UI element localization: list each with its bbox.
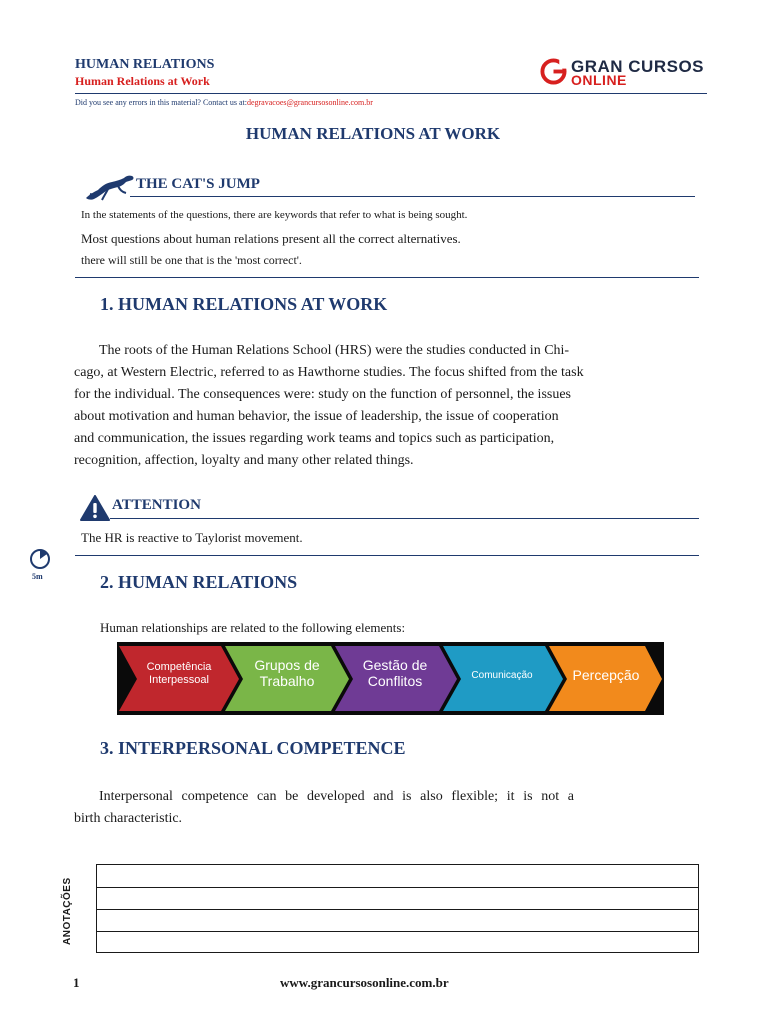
timer-label: 5m [32, 572, 43, 581]
section2-heading: 2. HUMAN RELATIONS [100, 572, 298, 592]
timer-icon [29, 548, 51, 570]
cats-jump-line3: there will still be one that is the 'most correct'. [81, 253, 302, 267]
footer-url-link[interactable]: www.grancursosonline.com.br [280, 975, 449, 990]
paragraph-line: about motivation and human behavior, the issue of leadership, the issue of cooperation [74, 409, 559, 424]
paragraph-line: and communication, the issues regarding work teams and topics such as participation, [74, 431, 555, 446]
notes-line [97, 887, 698, 888]
header-title: HUMAN RELATIONS [75, 57, 215, 72]
gran-cursos-logo [540, 55, 710, 89]
header-subtitle: Human Relations at Work [75, 74, 210, 88]
process-step-5-label: Percepção [572, 667, 640, 683]
notes-box[interactable] [96, 864, 699, 953]
cats-jump-bottom-divider [75, 277, 699, 278]
cats-jump-line1: In the statements of the questions, there are keywords that refer to what is being sought. [81, 209, 468, 221]
section1-heading: 1. HUMAN RELATIONS AT WORK [100, 294, 388, 314]
attention-divider [110, 518, 699, 519]
attention-heading: ATTENTION [112, 497, 201, 513]
header-divider [75, 93, 707, 94]
logo-g-icon [540, 58, 567, 85]
paragraph-line: cago, at Western Electric, referred to as Hawthorne studies. The focus shifted from the task [74, 365, 584, 380]
paragraph-line: for the individual. The consequences were: study on the function of personnel, the issues [74, 387, 572, 402]
process-step-2-label: Grupos de Trabalho [254, 657, 320, 690]
document-title: HUMAN RELATIONS AT WORK [245, 124, 501, 143]
attention-bottom-divider [75, 555, 699, 556]
cats-jump-line2: Most questions about human relations present all the correct alternatives. [81, 231, 461, 246]
notes-label: ANOTAÇÕES [62, 877, 73, 945]
paragraph-line: The roots of the Human Relations School (HRS) were the studies conducted in Chi- [99, 343, 570, 358]
paragraph-line: birth characteristic. [74, 811, 183, 826]
cats-jump-divider [130, 196, 695, 197]
page-number: 1 [73, 975, 80, 990]
attention-text: The HR is reactive to Taylorist movement. [81, 530, 303, 545]
paragraph-line: recognition, affection, loyalty and many other related things. [74, 453, 414, 468]
logo-text-line2: ONLINE [571, 72, 627, 88]
section2-intro: Human relationships are related to the following elements: [100, 620, 406, 635]
process-step-4-label: Comunicação [471, 670, 533, 681]
section3-paragraph [74, 786, 574, 830]
warning-icon [80, 495, 110, 521]
contact-line [75, 98, 373, 107]
contact-prefix: Did you see any errors in this material? Contact us at: [75, 98, 247, 107]
notes-line [97, 931, 698, 932]
cats-jump-heading: THE CAT'S JUMP [136, 176, 260, 192]
section3-heading: 3. INTERPERSONAL COMPETENCE [100, 738, 406, 758]
process-step-1-label: Competência Interpessoal [146, 661, 212, 686]
jumping-cat-icon [84, 172, 136, 202]
contact-email-link[interactable]: degravacoes@grancursosonline.com.br [246, 98, 373, 107]
section1-paragraph [74, 340, 644, 472]
process-diagram [117, 642, 664, 715]
notes-line [97, 909, 698, 910]
process-step-3-label: Gestão de Conflitos [362, 657, 428, 690]
logo-text-line1: GRAN CURSOS [571, 57, 705, 76]
paragraph-line: Interpersonal competence can be developed and is also flexible; it is not a [99, 789, 574, 804]
